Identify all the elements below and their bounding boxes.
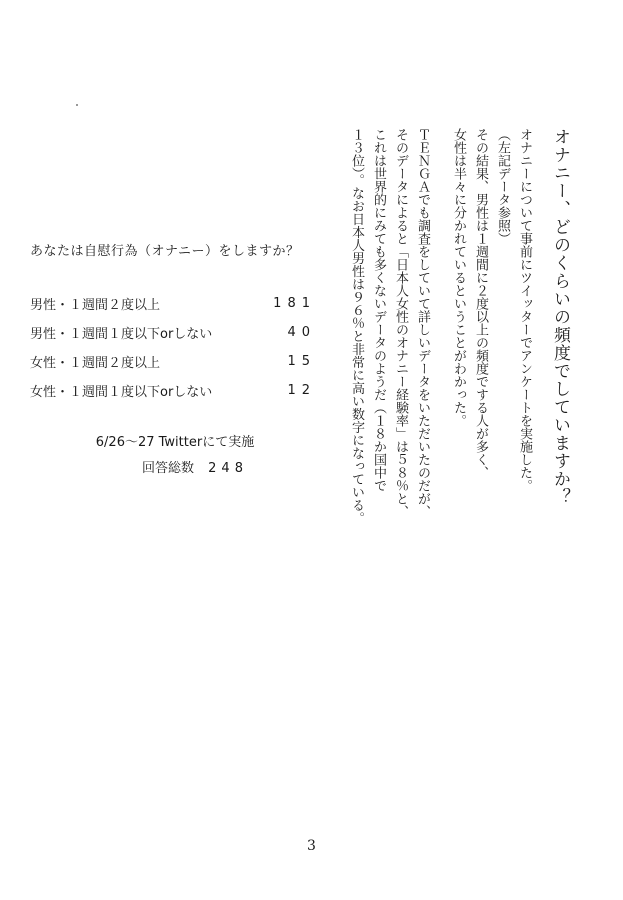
- article-line: １３位）。なお日本人男性は９６％と非常に高い数字になっている。: [349, 128, 364, 525]
- article-line: その結果、男性は１週間に２度以上の頻度でする人が多く、: [473, 128, 488, 479]
- survey-total-value: 248: [208, 461, 248, 476]
- survey-panel: [30, 240, 320, 483]
- survey-row-value: 181: [273, 296, 316, 311]
- survey-row-label: 女性・１週間２度以上: [30, 356, 161, 371]
- article-line: （左記データ参照）: [495, 128, 510, 245]
- survey-total: [30, 457, 320, 483]
- survey-row: [30, 289, 320, 318]
- survey-date-note: 6/26〜27 Twitterにて実施: [95, 435, 255, 450]
- survey-row: [30, 347, 320, 376]
- survey-row-value: 15: [287, 354, 316, 369]
- article-line: 女性は半々に分かれているということがわかった。: [451, 128, 466, 427]
- survey-total-label: 回答総数: [142, 461, 195, 476]
- survey-row-label: 女性・１週間１度以下orしない: [30, 385, 213, 400]
- article-vertical-text: [345, 128, 575, 568]
- survey-row: [30, 376, 320, 405]
- article-line: これは世界的にみても多くないデータのようだ（１８か国中で: [371, 128, 386, 492]
- scan-speck: [76, 104, 78, 106]
- survey-row-value: 12: [287, 383, 316, 398]
- article-line: ＴＥＮＧＡでも調査をしていて詳しいデータをいただいたのだが、: [415, 128, 430, 518]
- article-line: そのデータによると「日本人女性のオナニー経験率」は５８％と、: [393, 128, 408, 518]
- survey-row-value: 40: [287, 325, 316, 340]
- survey-row-label: 男性・１週間１度以下orしない: [30, 327, 213, 342]
- survey-footer: [30, 431, 320, 483]
- article-line: オナニーについて事前にツイッターでアンケートを実施した。: [517, 128, 532, 492]
- survey-row: [30, 318, 320, 347]
- survey-question: あなたは自慰行為（オナニー）をしますか？: [30, 244, 300, 259]
- page-number: 3: [307, 838, 316, 854]
- survey-row-label: 男性・１週間２度以上: [30, 298, 161, 313]
- article-heading: オナニー、どのくらいの頻度でしていますか？: [550, 128, 570, 506]
